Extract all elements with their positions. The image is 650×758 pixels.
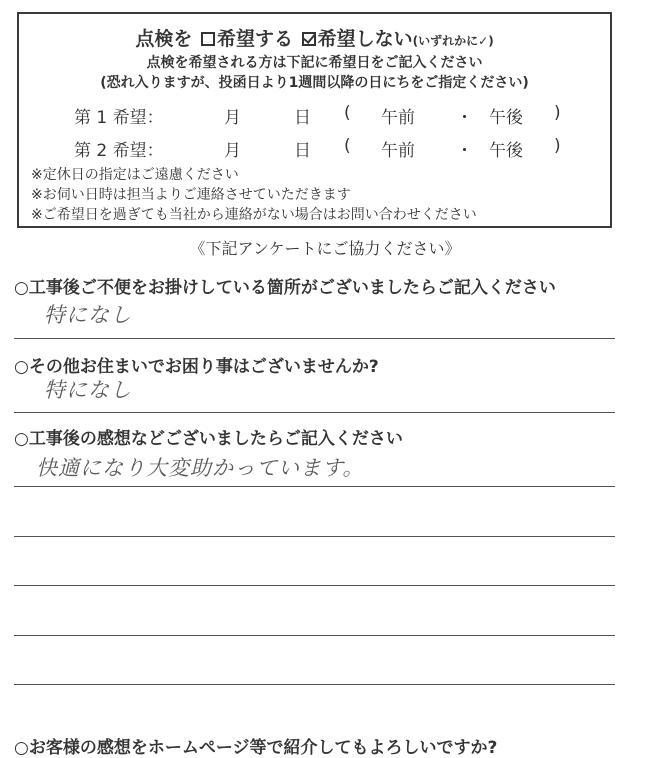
preference-1-close-paren: ) — [554, 103, 561, 123]
question-1: ○工事後ご不便をお掛けしている箇所がございましたらご記入ください — [14, 278, 556, 298]
answer-line — [14, 338, 615, 339]
question-3: ○工事後の感想などございましたらご記入ください — [14, 429, 403, 449]
preference-1-dot: ・ — [456, 108, 473, 128]
preference-1-day[interactable]: 日 — [294, 108, 311, 128]
checkmark-icon: ✓ — [478, 34, 489, 48]
question-2: ○その他お住まいでお困り事はございませんか? — [14, 357, 379, 377]
note-no-contact: ※ご希望日を過ぎても当社から連絡がない場合はお問い合わせください — [31, 207, 477, 223]
preference-1-open-paren: ( — [344, 103, 351, 123]
answer-line — [14, 585, 615, 586]
preference-2-dot: ・ — [456, 141, 473, 161]
option-wish-label: 希望する — [216, 28, 293, 50]
preference-1-month[interactable]: 月 — [224, 108, 241, 128]
note-visit-contact: ※お伺い日時は担当よりご連絡させていただきます — [31, 187, 351, 203]
answer-line — [14, 536, 615, 537]
question-4-partial: ○お客様の感想をホームページ等で紹介してもよろしいですか? — [14, 738, 498, 758]
instruction-line-1: 点検を希望される方は下記に希望日をご記入ください — [146, 55, 483, 71]
answer-line — [14, 486, 615, 487]
checkbox-icon-wish[interactable] — [201, 32, 215, 46]
choose-one-note: (いずれかに✓) — [412, 34, 494, 48]
preference-2-am[interactable]: 午前 — [381, 141, 415, 161]
inspection-prefix: 点検を — [135, 28, 193, 50]
answer-1-handwritten[interactable]: 特になし — [44, 303, 132, 327]
preference-1-am[interactable]: 午前 — [381, 108, 415, 128]
preference-2-label: 第 2 希望： — [74, 141, 164, 161]
preference-1-pm[interactable]: 午後 — [489, 108, 523, 128]
preference-1-label: 第 1 希望： — [74, 108, 164, 128]
answer-line — [14, 684, 615, 685]
note-closed-days: ※定休日の指定はご遠慮ください — [31, 167, 239, 183]
preference-2-close-paren: ) — [554, 136, 561, 156]
answer-line — [14, 412, 615, 413]
inspection-heading — [19, 24, 610, 51]
answer-line — [14, 635, 615, 636]
instruction-line-2: (恐れ入りますが、投函日より1週間以降の日にちをご指定ください) — [100, 75, 529, 91]
preference-2-day[interactable]: 日 — [294, 141, 311, 161]
preference-2-pm[interactable]: 午後 — [489, 141, 523, 161]
preference-2-month[interactable]: 月 — [224, 141, 241, 161]
checked-checkbox-icon-no-wish[interactable] — [302, 32, 316, 46]
answer-2-handwritten[interactable]: 特になし — [44, 378, 132, 402]
survey-title: 《下記アンケートにご協力ください》 — [189, 239, 461, 258]
preference-2-open-paren: ( — [344, 136, 351, 156]
inspection-box — [17, 12, 612, 228]
option-no-wish-label: 希望しない — [317, 28, 413, 50]
answer-3-handwritten[interactable]: 快適になり大変助かっています。 — [36, 456, 365, 480]
